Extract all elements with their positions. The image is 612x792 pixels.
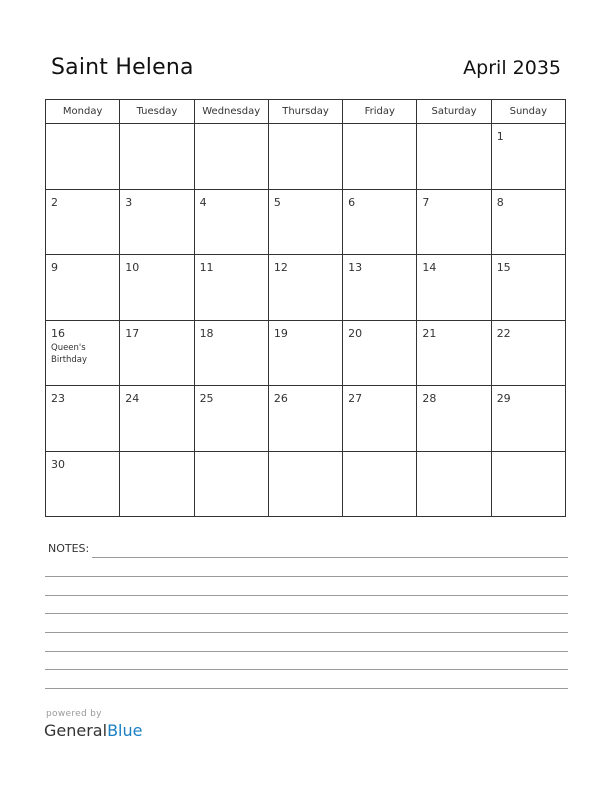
week-row — [46, 124, 566, 190]
brand-blue: Blue — [107, 721, 143, 740]
weekday-header: Monday — [46, 100, 120, 124]
day-number: 19 — [273, 326, 288, 340]
day-number: 21 — [422, 326, 437, 340]
day-cell — [268, 451, 342, 517]
day-cell — [46, 124, 120, 190]
day-cell — [120, 386, 194, 452]
week-row — [46, 255, 566, 321]
day-number: 22 — [496, 326, 511, 340]
day-number: 1 — [496, 130, 504, 143]
powered-by-text: powered by — [46, 709, 102, 719]
weekday-header: Tuesday — [120, 100, 194, 124]
day-number — [269, 452, 342, 459]
day-cell — [343, 189, 417, 255]
day-number: 10 — [125, 261, 140, 274]
day-number — [120, 452, 193, 459]
day-cell — [46, 386, 120, 452]
day-number: 18 — [199, 326, 214, 340]
day-number: 17 — [125, 326, 140, 340]
weekday-header: Friday — [343, 100, 417, 124]
day-number: 23 — [51, 392, 65, 405]
day-cell — [120, 189, 194, 255]
day-number — [417, 124, 490, 131]
note-line — [45, 632, 568, 633]
day-number: 9 — [51, 261, 58, 274]
day-number: 3 — [125, 195, 133, 209]
weekday-header-row — [46, 100, 566, 124]
calendar-grid — [45, 99, 566, 517]
note-line — [45, 576, 568, 577]
day-cell — [491, 320, 565, 386]
day-number: 7 — [422, 195, 430, 209]
country-title: Saint Helena — [51, 55, 194, 80]
day-cell — [46, 255, 120, 321]
day-number — [120, 124, 193, 131]
day-number: 14 — [422, 261, 437, 274]
weekday-header: Thursday — [268, 100, 342, 124]
day-cell — [194, 386, 268, 452]
brand-logo[interactable] — [44, 721, 142, 740]
day-number — [343, 124, 416, 131]
notes-label: NOTES: — [48, 542, 90, 555]
day-cell — [194, 189, 268, 255]
day-cell — [194, 320, 268, 386]
day-cell — [120, 255, 194, 321]
note-line — [45, 651, 568, 652]
day-cell — [46, 189, 120, 255]
week-row — [46, 189, 566, 255]
day-number: 26 — [273, 392, 288, 405]
day-number: 12 — [273, 261, 288, 274]
day-cell — [343, 451, 417, 517]
day-cell — [491, 124, 565, 190]
week-row — [46, 386, 566, 452]
day-number: 2 — [51, 195, 58, 209]
day-number: 27 — [348, 392, 363, 405]
weekday-header: Sunday — [491, 100, 565, 124]
day-number: 4 — [199, 195, 207, 209]
day-number: 29 — [496, 392, 511, 405]
day-number: 30 — [51, 457, 65, 471]
day-cell — [417, 451, 491, 517]
day-number — [492, 452, 565, 459]
day-number: 5 — [273, 195, 281, 209]
note-line — [45, 688, 568, 689]
day-number — [195, 124, 268, 131]
day-cell — [120, 124, 194, 190]
day-cell — [417, 320, 491, 386]
day-cell — [417, 255, 491, 321]
day-cell — [120, 451, 194, 517]
day-number: 24 — [125, 392, 140, 405]
day-cell — [268, 124, 342, 190]
day-number — [269, 124, 342, 131]
day-number: 20 — [348, 326, 363, 340]
day-cell — [194, 255, 268, 321]
holiday-label: Queen's Birthday — [51, 342, 88, 365]
day-cell — [417, 189, 491, 255]
day-number — [195, 452, 268, 459]
day-cell — [268, 386, 342, 452]
day-cell — [268, 255, 342, 321]
brand-general: General — [44, 721, 108, 740]
day-number: 13 — [348, 261, 363, 274]
day-number — [417, 452, 490, 459]
day-number: 6 — [348, 195, 356, 209]
weekday-header: Saturday — [417, 100, 491, 124]
day-cell — [491, 451, 565, 517]
day-number — [343, 452, 416, 459]
day-cell — [491, 189, 565, 255]
day-number: 8 — [496, 195, 504, 209]
day-number — [46, 124, 119, 131]
note-line — [45, 669, 568, 670]
weekday-header: Wednesday — [194, 100, 268, 124]
day-cell — [417, 124, 491, 190]
day-cell — [194, 451, 268, 517]
day-cell — [343, 124, 417, 190]
note-line — [45, 595, 568, 596]
week-row — [46, 451, 566, 517]
day-cell — [46, 320, 120, 386]
month-year-title: April 2035 — [463, 57, 561, 79]
day-number: 16 — [51, 326, 65, 340]
day-cell — [46, 451, 120, 517]
day-cell — [268, 189, 342, 255]
day-cell — [491, 255, 565, 321]
day-cell — [491, 386, 565, 452]
note-line — [92, 557, 568, 558]
week-row — [46, 320, 566, 386]
day-cell — [343, 255, 417, 321]
day-cell — [417, 386, 491, 452]
day-number: 11 — [199, 261, 214, 274]
day-number: 15 — [496, 261, 511, 274]
day-cell — [120, 320, 194, 386]
day-cell — [343, 386, 417, 452]
day-number: 25 — [199, 392, 214, 405]
day-cell — [194, 124, 268, 190]
day-number: 28 — [422, 392, 437, 405]
note-line — [45, 613, 568, 614]
day-cell — [268, 320, 342, 386]
day-cell — [343, 320, 417, 386]
